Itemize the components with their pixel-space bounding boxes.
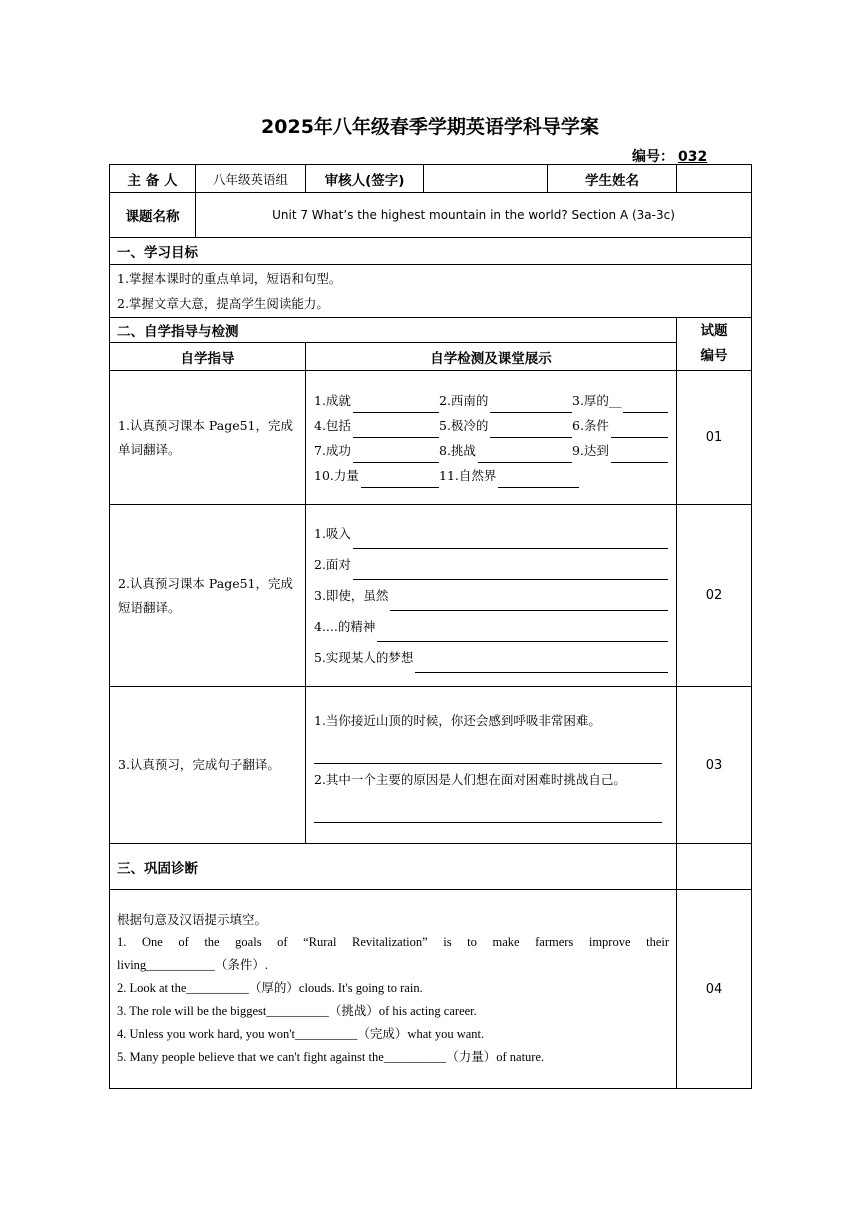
code-label: 编号： [632,149,674,165]
question-id: 03 [677,687,752,844]
answer-blank[interactable] [490,422,572,438]
answer-blank[interactable] [478,447,572,463]
code-value: 032 [678,149,708,165]
exercise-item: 2. Look at the__________（厚的）clouds. It's going to rain. [117,981,423,995]
answer-blank[interactable] [498,472,579,488]
question-number-header: 试题 编号 [677,318,752,371]
preparer-value: 八年级英语组 [196,165,306,193]
answer-blank[interactable] [353,422,439,438]
guide-phrases: 2.认真预习课本 Page51，完成短语翻译。 [110,505,306,687]
consolidation-exercises [110,890,677,1089]
study-guide-table [109,164,752,1089]
section3-title: 三、巩固诊断 [110,844,677,890]
answer-blank[interactable] [611,447,668,463]
guide-words: 1.认真预习课本 Page51，完成单词翻译。 [110,371,306,505]
answer-blank[interactable] [490,397,572,413]
exercise-item: 3. The role will be the biggest__________（挑战）of his acting career. [117,1004,477,1018]
exercise-item: 4. Unless you work hard, you won't__________（完成）what you want. [117,1027,485,1041]
guide-sentences: 3.认真预习，完成句子翻译。 [110,687,306,844]
answer-blank[interactable] [353,533,668,549]
answer-blank[interactable] [377,626,668,642]
topic-value: Unit 7 What’s the highest mountain in the world? Section A (3a-3c) [196,193,752,238]
word-translation-blanks: 1.成就 2.西南的 3.厚的__ 4.包括 5.极冷的 6.条件 7.成功 8.挑战 9.达到 10.力量 11.自然界 [306,371,677,505]
answer-blank[interactable] [390,595,668,611]
phrase-translation-blanks: 1.吸入 2.面对 3.即使，虽然 4....的精神 5.实现某人的梦想 [306,505,677,687]
answer-line[interactable] [314,794,662,823]
answer-line[interactable] [314,735,662,764]
answer-blank[interactable] [353,397,439,413]
student-name-label: 学生姓名 [548,165,677,193]
reviewer-label: 审核人(签字) [306,165,424,193]
answer-blank[interactable] [415,657,668,673]
answer-blank[interactable] [623,397,668,413]
goal-item: 2.掌握文章大意，提高学生阅读能力。 [117,296,329,311]
goal-item: 1.掌握本课时的重点单词，短语和句型。 [117,271,342,286]
answer-blank[interactable] [361,472,439,488]
preparer-label: 主 备 人 [110,165,196,193]
sentence-translation-blanks: 1.当你接近山顶的时候，你还会感到呼吸非常困难。 2.其中一个主要的原因是人们想在面对困难时挑战自己。 [306,687,677,844]
document-code [632,146,711,166]
page-title: 2025年八年级春季学期英语学科导学案 [261,116,599,138]
answer-blank[interactable] [611,422,668,438]
question-id: 01 [677,371,752,505]
col-self-test: 自学检测及课堂展示 [306,343,677,371]
answer-blank[interactable] [353,447,439,463]
reviewer-signature-field[interactable] [424,165,548,193]
exercise-item: living___________（条件）. [117,958,269,972]
question-id: 04 [677,890,752,1089]
student-name-field[interactable] [677,165,752,193]
section1-title: 一、学习目标 [110,238,752,265]
section1-goals [110,265,752,318]
answer-blank[interactable] [353,564,668,580]
section2-title: 二、自学指导与检测 [110,318,677,343]
exercise-item: 5. Many people believe that we can't fight against the__________（力量）of nature. [117,1050,545,1064]
col-self-study-guide: 自学指导 [110,343,306,371]
question-id: 02 [677,505,752,687]
exercise-item: 1. One of the goals of “Rural Revitalization” is to make farmers improve their [117,935,669,949]
topic-label: 课题名称 [110,193,196,238]
exercise-instruction: 根据句意及汉语提示填空。 [117,912,268,927]
